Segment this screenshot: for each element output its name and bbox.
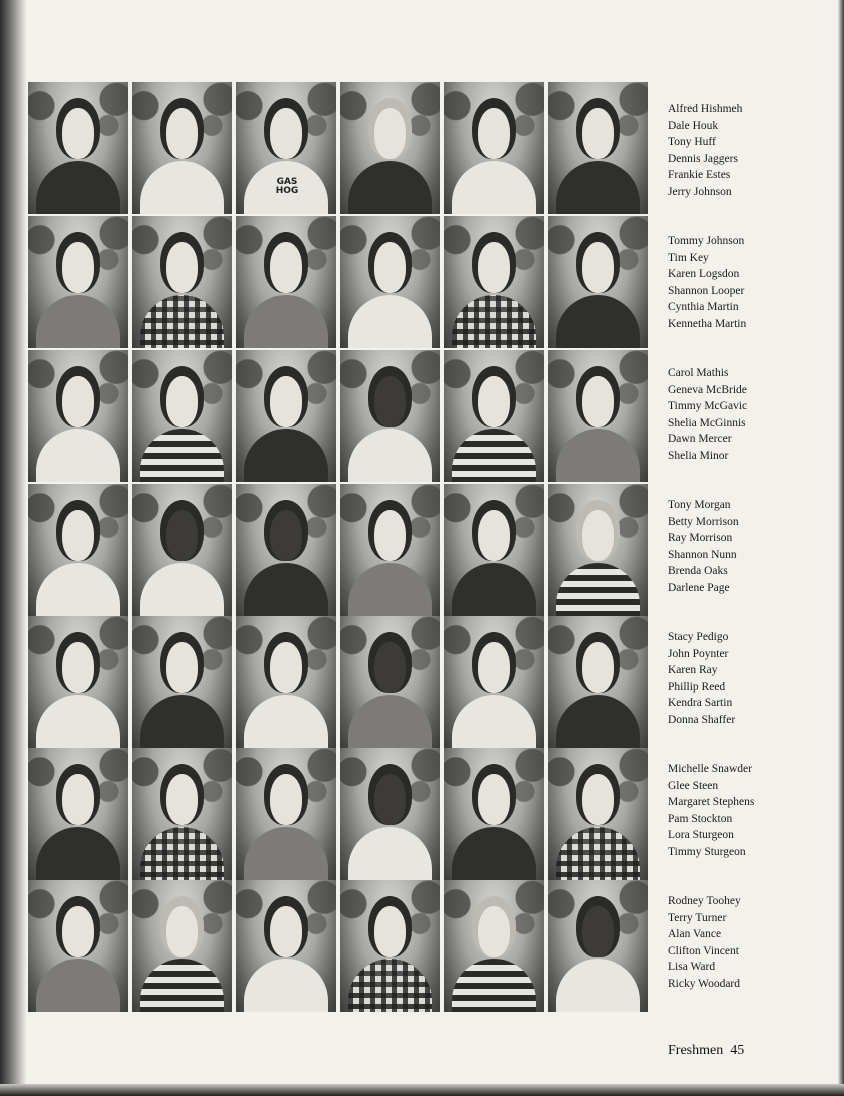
student-name: Margaret Stephens <box>668 796 755 808</box>
portrait-photo <box>548 748 648 880</box>
student-name: Dawn Mercer <box>668 433 732 445</box>
portrait-photo <box>340 748 440 880</box>
page-footer <box>668 1043 744 1059</box>
portrait-photo <box>548 350 648 482</box>
portrait-photo <box>548 82 648 214</box>
student-name: Tony Morgan <box>668 499 731 511</box>
portrait-photo <box>236 350 336 482</box>
student-name: Betty Morrison <box>668 515 739 528</box>
name-list-row-1 <box>668 101 818 200</box>
portrait-photo <box>132 880 232 1012</box>
student-name: Geneva McBride <box>668 383 747 396</box>
student-name: Glee Steen <box>668 779 719 792</box>
student-name: Shannon Looper <box>668 284 745 297</box>
portrait-photo <box>340 350 440 482</box>
portrait-photo <box>340 616 440 748</box>
student-name: Carol Mathis <box>668 367 729 379</box>
portrait-photo <box>444 216 544 348</box>
section-title: Freshmen <box>668 1043 724 1058</box>
student-name: Jerry Johnson <box>668 185 732 198</box>
name-list-row-6 <box>668 761 818 860</box>
portrait-row-4 <box>28 484 652 616</box>
student-name: Phillip Reed <box>668 680 726 693</box>
book-spine-shadow <box>0 0 26 1096</box>
portrait-photo <box>444 748 544 880</box>
portrait-photo <box>28 616 128 748</box>
portrait-photo <box>236 216 336 348</box>
student-name: Frankie Estes <box>668 169 731 181</box>
portrait-photo <box>28 880 128 1012</box>
student-name: Tony Huff <box>668 136 716 148</box>
portrait-photo <box>132 216 232 348</box>
student-name: John Poynter <box>668 647 729 660</box>
portrait-photo <box>236 616 336 748</box>
portrait-photo <box>132 350 232 482</box>
portrait-photo <box>444 616 544 748</box>
student-name: Alan Vance <box>668 928 722 940</box>
student-name: Timmy McGavic <box>668 400 748 412</box>
portrait-photo <box>444 82 544 214</box>
portrait-photo <box>548 216 648 348</box>
student-name: Lisa Ward <box>668 961 716 973</box>
portrait-photo <box>548 880 648 1012</box>
student-name: Stacy Pedigo <box>668 631 729 643</box>
portrait-photo <box>132 82 232 214</box>
student-name: Alfred Hishmeh <box>668 103 743 115</box>
portrait-photo <box>340 484 440 616</box>
student-name: Dennis Jaggers <box>668 152 738 165</box>
student-name: Brenda Oaks <box>668 565 728 577</box>
portrait-photo <box>236 880 336 1012</box>
portrait-photo <box>132 484 232 616</box>
portrait-photo <box>28 484 128 616</box>
student-name: Shelia McGinnis <box>668 416 746 429</box>
student-name: Ricky Woodard <box>668 977 741 990</box>
student-name: Kendra Sartin <box>668 697 733 709</box>
student-name: Tommy Johnson <box>668 235 745 247</box>
student-name: Timmy Sturgeon <box>668 845 746 858</box>
portrait-photo <box>236 748 336 880</box>
name-list-row-2 <box>668 233 818 332</box>
student-name: Kennetha Martin <box>668 317 747 330</box>
portrait-photo <box>340 880 440 1012</box>
student-name: Rodney Toohey <box>668 895 741 907</box>
portrait-row-7 <box>28 880 652 1012</box>
student-name: Ray Morrison <box>668 532 733 544</box>
student-name: Cynthia Martin <box>668 301 739 313</box>
portrait-row-2 <box>28 216 652 348</box>
portrait-photo <box>236 484 336 616</box>
page-bottom-edge <box>0 1084 844 1096</box>
portrait-photo <box>28 82 128 214</box>
portrait-photo <box>236 82 336 214</box>
portrait-row-3 <box>28 350 652 482</box>
name-list-row-4 <box>668 497 818 596</box>
portrait-photo <box>548 616 648 748</box>
portrait-row-6 <box>28 748 652 880</box>
shirt-logo-text: GAS HOG <box>275 177 299 196</box>
student-name: Tim Key <box>668 251 709 264</box>
portrait-photo <box>132 748 232 880</box>
page-right-edge <box>838 0 844 1096</box>
portrait-photo <box>28 748 128 880</box>
student-name: Karen Logsdon <box>668 268 740 280</box>
student-name: Lora Sturgeon <box>668 829 734 841</box>
name-list-row-5 <box>668 629 818 728</box>
student-name: Pam Stockton <box>668 812 733 825</box>
page-number: 45 <box>730 1043 745 1058</box>
student-name: Michelle Snawder <box>668 763 752 775</box>
student-name: Shelia Minor <box>668 449 729 462</box>
portrait-photo <box>340 82 440 214</box>
portrait-row-5 <box>28 616 652 748</box>
student-name: Donna Shaffer <box>668 713 736 726</box>
portrait-grid <box>28 82 652 1012</box>
student-name: Karen Ray <box>668 664 718 676</box>
portrait-photo <box>340 216 440 348</box>
portrait-photo <box>28 216 128 348</box>
name-list-row-3 <box>668 365 818 464</box>
portrait-row-1 <box>28 82 652 214</box>
portrait-photo <box>444 350 544 482</box>
name-list-row-7 <box>668 893 818 992</box>
student-name: Terry Turner <box>668 911 727 924</box>
portrait-photo <box>548 484 648 616</box>
portrait-photo <box>28 350 128 482</box>
student-name: Shannon Nunn <box>668 548 737 561</box>
portrait-photo <box>132 616 232 748</box>
portrait-photo <box>444 484 544 616</box>
student-name: Clifton Vincent <box>668 944 739 957</box>
portrait-photo <box>444 880 544 1012</box>
student-name: Darlene Page <box>668 581 730 594</box>
student-name: Dale Houk <box>668 119 719 132</box>
